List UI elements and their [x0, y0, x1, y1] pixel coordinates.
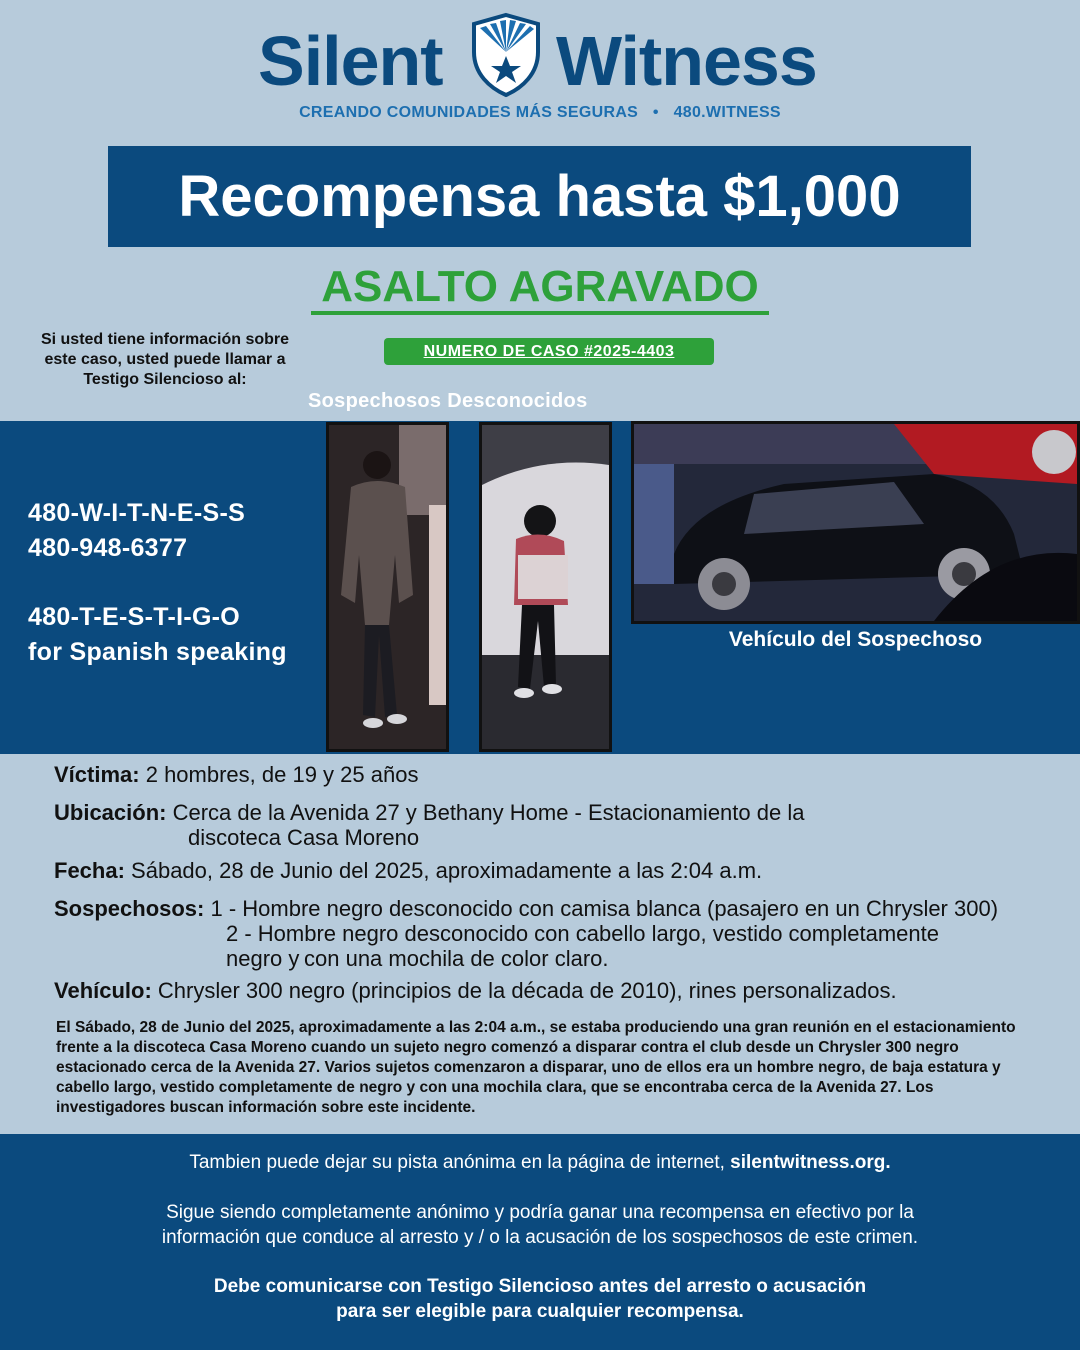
victim-row — [54, 762, 418, 787]
phone-line-witness[interactable]: 480-W-I-T-N-E-S-S — [28, 499, 246, 527]
suspect-1-value: 1 - Hombre negro desconocido con camisa blanca (pasajero en un Chrysler 300) — [210, 896, 999, 921]
logo-word-left: Silent — [258, 22, 443, 100]
footer-anonymity-1: Sigue siendo completamente anónimo y podría ganar una recompensa en efectivo por la — [166, 1202, 914, 1223]
suspect-1-silhouette — [329, 425, 446, 749]
suspect-photo-2 — [479, 422, 612, 752]
footer-eligibility — [0, 1274, 1080, 1324]
logo — [0, 8, 1080, 98]
footer-tip-line — [0, 1152, 1080, 1174]
location-label: Ubicación: — [54, 800, 167, 825]
suspects-row — [54, 896, 999, 971]
date-value: Sábado, 28 de Junio del 2025, aproximadamente a las 2:04 a.m. — [131, 858, 763, 883]
vehicle-caption: Vehículo del Sospechoso — [728, 628, 983, 651]
footer-tip-text: Tambien puede dejar su pista anónima en la página de internet, — [189, 1152, 731, 1173]
footer — [0, 1134, 1080, 1350]
victim-value: 2 hombres, de 19 y 25 años — [145, 762, 419, 787]
suspect-photo-1 — [326, 422, 449, 752]
vehicle-value: Chrysler 300 negro (principios de la década de 2010), rines personalizados. — [157, 978, 897, 1003]
phone-numbers — [28, 496, 287, 670]
victim-label: Víctima: — [54, 762, 140, 787]
phone-line-spanish-note: for Spanish speaking — [28, 638, 287, 666]
suspects-label: Sospechosos: — [54, 896, 205, 921]
date-row — [54, 858, 762, 883]
vehicle-row — [54, 978, 897, 1003]
reward-banner: Recompensa hasta $1,000 — [108, 146, 971, 247]
logo-word-right: Witness — [556, 22, 817, 100]
suspect-vehicle-photo — [631, 421, 1080, 624]
tagline-separator: • — [652, 104, 659, 121]
case-number-badge: NUMERO DE CASO #2025-4403 — [384, 338, 714, 365]
footer-eligibility-2: para ser elegible para cualquier recompensa. — [336, 1301, 744, 1322]
location-row — [54, 800, 805, 850]
phone-line-testigo[interactable]: 480-T-E-S-T-I-G-O — [28, 603, 241, 631]
crime-title-text: ASALTO AGRAVADO — [311, 262, 769, 315]
incident-narrative: El Sábado, 28 de Junio del 2025, aproximadamente a las 2:04 a.m., se estaba produciendo una gran reunión en el estacionamiento frente a la discoteca Casa Moreno cuando un sujeto negro comenzó a disparar contra el club desde un Chrysler 300 negro estacionado cerca de la Avenida 27. Varios sujetos comenzaron a disparar, uno de ellos era un hombre negro, de baja estatura y cabello largo, vestido completamente de negro y con una mochila clara, que se encontraba cerca de la Avenida 27. Los investigadores buscan información sobre este incidente. — [56, 1019, 1016, 1116]
suspect-2-silhouette — [482, 425, 609, 749]
tagline — [0, 104, 1080, 122]
crime-title — [0, 262, 1080, 312]
tagline-right: 480.WITNESS — [673, 104, 781, 121]
location-value-2: discoteca Casa Moreno — [188, 825, 420, 850]
suspect-2b-value: con una mochila de color claro. — [304, 946, 609, 971]
footer-eligibility-1: Debe comunicarse con Testigo Silencioso antes del arresto o acusación — [213, 1276, 867, 1297]
suspects-unknown-label: Sospechosos Desconocidos — [308, 390, 588, 412]
tagline-left: CREANDO COMUNIDADES MÁS SEGURAS — [299, 104, 639, 121]
suspect-2a-value: 2 - Hombre negro desconocido con cabello largo, vestido completamente negro y — [226, 921, 939, 971]
footer-anonymity-2: información que conduce al arresto y / o la acusación de los sospechosos de este crimen. — [161, 1227, 919, 1248]
footer-anonymity — [0, 1200, 1080, 1250]
location-value-1: Cerca de la Avenida 27 y Bethany Home - Estacionamiento de la — [172, 800, 805, 825]
vehicle-image — [634, 424, 1077, 621]
info-note: Si usted tiene información sobre este caso, usted puede llamar a Testigo Silencioso al: — [40, 331, 290, 388]
date-label: Fecha: — [54, 858, 125, 883]
shield-star-icon — [470, 12, 542, 98]
footer-website-link[interactable]: silentwitness.org. — [730, 1152, 891, 1173]
phone-line-numeric[interactable]: 480-948-6377 — [28, 534, 188, 562]
vehicle-label: Vehículo: — [54, 978, 152, 1003]
